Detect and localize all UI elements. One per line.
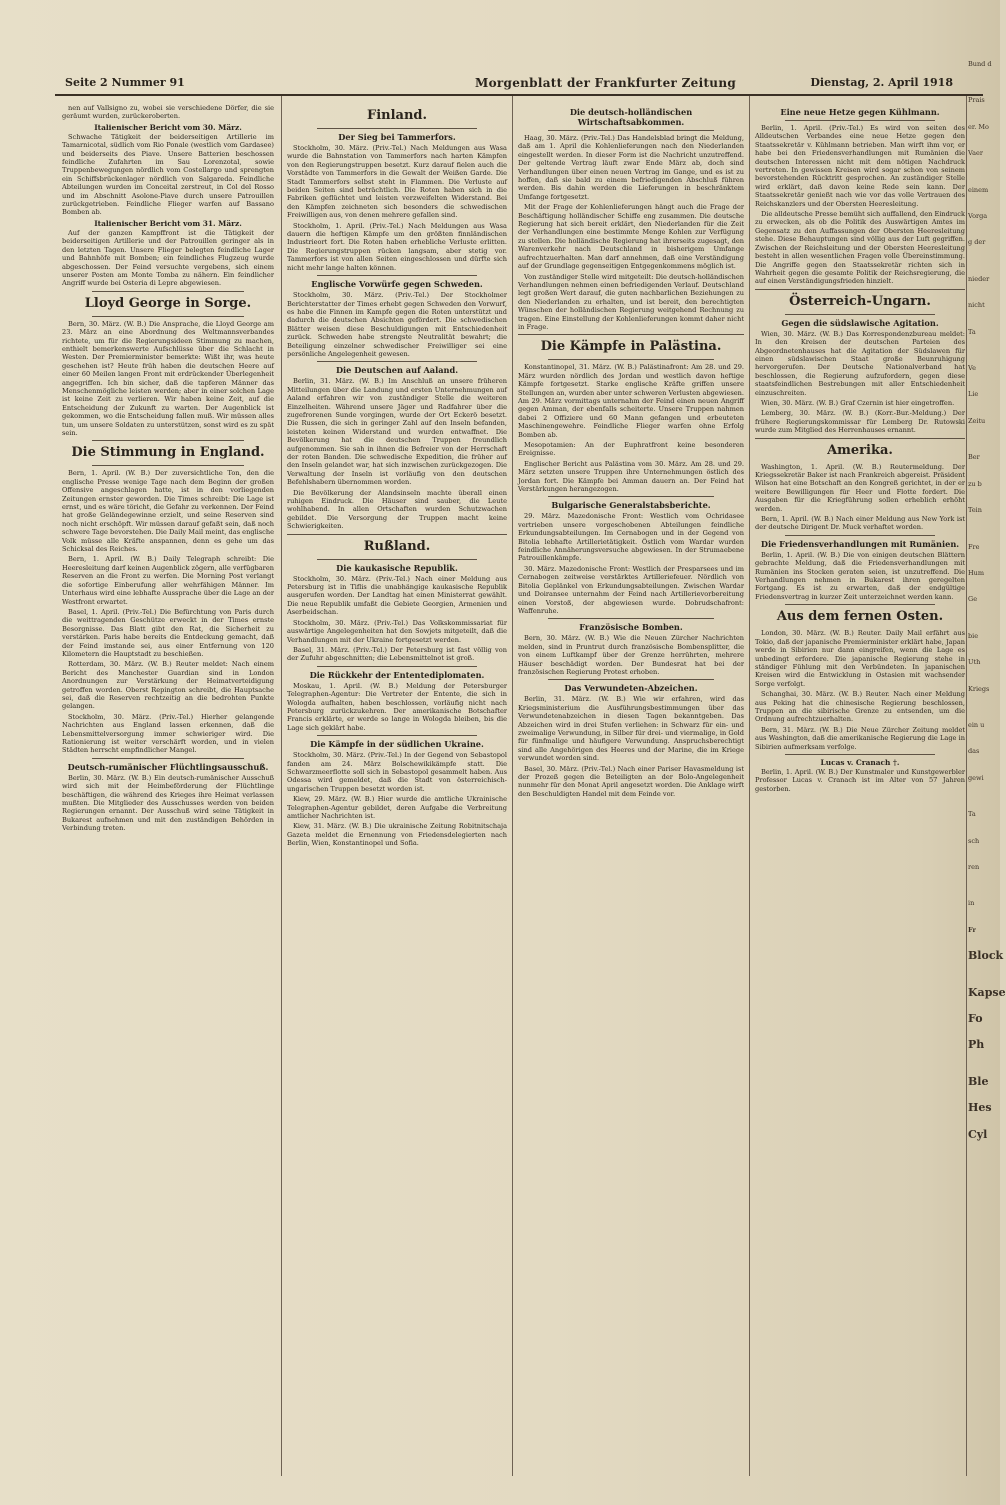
strip-fragment: g der	[968, 238, 986, 247]
article-text: Kiew, 31. März. (W. B.) Die ukrainische Zeitung Robitnitschaja Gazeta meldet die Ernennung von Friedensdelegierten nach Berlin, Wien, Konstantinopel und Sofia.	[287, 822, 507, 848]
strip-fragment: Ber	[968, 453, 980, 462]
column-4	[755, 104, 965, 1469]
divider	[92, 440, 244, 441]
column-1	[62, 104, 274, 1469]
divider	[317, 559, 477, 560]
divider	[755, 438, 965, 439]
headline-finland: Finland.	[366, 108, 428, 123]
headline-lloyd-george: Lloyd George in Sorge.	[84, 295, 252, 311]
column-3	[518, 104, 744, 1469]
divider	[92, 291, 244, 292]
article-text: Haag, 30. März. (Priv.-Tel.) Das Handelsblad bringt die Meldung, daß am 1. April die Kohlenlieferungen nach den Niederlanden eingestellt werden. In dieser Form ist die Nachricht unzutreffend. Der geltende Vertrag läuft zwar Ende März ab, doch sind Verhandlungen über einen neuen Vertrag im Gange, und es ist zu hoffen, daß sie bald zu einem befriedigenden Abschluß führen werden. Bis dahin werden die Lieferungen in beschränktem Umfange fortgesetzt.	[518, 134, 744, 201]
strip-fragment: sch	[968, 836, 980, 845]
article-text: nen auf Vallsigno zu, wobei sie verschiedene Dörfer, die sie geräumt wurden, zurückeroberten.	[62, 104, 274, 121]
headline-amerika: Amerika.	[827, 442, 893, 458]
divider	[548, 496, 714, 497]
adjacent-page-strip	[968, 60, 1006, 1505]
page-number: Seite 2 Nummer 91	[65, 76, 185, 89]
headline-suedslawische-agitation: Gegen die südslawische Agitation.	[781, 317, 939, 328]
strip-fragment: nieder	[968, 274, 990, 283]
strip-fragment: Prais	[968, 96, 985, 105]
strip-fragment: Ge	[968, 595, 978, 604]
article-text: 30. März. Mazedonische Front: Westlich der Presparsees und im Cernabogen zeitweise verstärktes Artilleriefeuer. Nördlich von Bitolia Geplänkel von Erkundungsabteilungen. Zwischen Wardar und Doiransee unternahm der Feind nach Artillerievorbereitung einen Vorstoß, der abgewiesen wurde. Dobrudschafront: Waffenruhe.	[518, 564, 744, 615]
divider	[92, 758, 244, 759]
newspaper-title: Morgenblatt der Frankfurter Zeitung	[475, 76, 737, 90]
divider	[317, 361, 477, 362]
article-text: Bern, 30. März. (W. B.) Wie die Neuen Zürcher Nachrichten melden, sind in Pruntrut durch französische Bombensplitter, die von einem Luftkampf über der Grenze herrührten, mehrere Häuser beschädigt worden. Der Bundesrat hat bei der französischen Regierung Protest erhoben.	[518, 634, 744, 676]
strip-fragment: Ta	[968, 810, 976, 819]
column-rule	[966, 96, 967, 1476]
strip-fragment: bie	[968, 631, 979, 640]
strip-fragment: Ph	[968, 1038, 985, 1052]
headline-diplomaten: Die Rückkehr der Ententediplomaten.	[309, 669, 485, 680]
headline-ukraine: Die Kämpfe in der südlichen Ukraine.	[310, 739, 484, 750]
issue-date: Dienstag, 2. April 1918	[810, 76, 953, 89]
article-text: Wien, 30. März. (W. B.) Das Korrespondenzbureau meldet: In den Kreisen der deutschen Parteien des Abgeordnetenhauses hat die Agitation der Südslawen für einen südslawischen Staat große Beunruhigung hervorgerufen. Der Deutsche Nationalverband hat beschlossen, die Regierung aufzufordern, gegen diese staatsfeindlichen Bestrebungen mit aller Entschiedenheit einzuschreiten.	[755, 329, 965, 397]
headline-fluechtlingsausschuss: Deutsch-rumänischer Flüchtlingsausschuß.	[67, 761, 269, 772]
headline-russland: Rußland.	[363, 538, 431, 554]
strip-fragment: Hum	[968, 568, 985, 577]
article-text: Mit der Frage der Kohlenlieferungen hängt auch die Frage der Beschäftigung holländischer Schiffe eng zusammen. Die deutsche Regierung hat sich bereit erklärt, den Niederlanden für die Zeit der Verhandlungen eine bestimmte Menge Kohlen zur Verfügung zu stellen. Die holländische Regierung hat ihrerseits zugesagt, den Warenverkehr nach Deutschland in bisherigem Umfange aufrechtzuerhalten. Man darf annehmen, daß eine Verständigung auf der Grundlage gegenseitigen Entgegenkommens möglich ist.	[518, 203, 744, 271]
strip-fragment: Zeitu	[968, 416, 986, 425]
divider	[317, 275, 477, 276]
divider	[317, 666, 477, 667]
article-text: Schwache Tätigkeit der beiderseitigen Artillerie im Tamarnicotal, südlich vom Rio Ponale (westlich vom Gardasee) und beiderseits des Piave. Unsere Batterien beschossen feindliche Zufahrten im Sau Lorenzotal, sowie Truppenbewegungen nördlich vom Costellargo und sprengten ein Schiffsbrückenlager nördlich von Salgareda. Feindliche Abteilungen wurden im Conceital zerstreut, in Col del Rosso und im Abschnitt Asolone-Piave durch unsere Patrouillen zurückgetrieben. Feindliche Flieger warfen auf Bassano Bomben ab.	[62, 132, 274, 217]
article-text: Basel, 31. März. (Priv.-Tel.) Der Petersburg ist fast völlig von der Zufuhr abgeschnitten; die Lebensmittelnot ist groß.	[287, 645, 507, 663]
article-text: Die Bevölkerung der Alandsinseln machte überall einen ruhigen Eindruck. Die Häuser sind sauber, die Leute wohlhabend. In allen Ortschaften wurden Schutzwachen gebildet. Die Versorgung der Truppen macht keine Schwierigkeiten.	[287, 488, 507, 531]
article-text: Rotterdam, 30. März. (W. B.) Reuter meldet: Nach einem Bericht des Manchester Guardian sind in London Anordnungen zur Verstärkung der Heimatverteidigung getroffen worden. Oberst Repington schreibt, die Hauptsache sei, daß die Reserven rechtzeitig an die bedrohten Punkte gelangen.	[62, 660, 274, 711]
headline-friedensverhandlungen: Die Friedensverhandlungen mit Rumänien.	[760, 538, 960, 549]
article-text: Wien, 30. März. (W. B.) Graf Czernin ist hier eingetroffen.	[761, 398, 955, 407]
divider	[785, 314, 935, 315]
divider	[92, 465, 244, 466]
article-text: Bern, 1. April. (W. B.) Nach einer Meldung aus New York ist der deutsche Dirigent Dr. Muck verhaftet worden.	[755, 515, 965, 532]
article-text: Stockholm, 30. März. (Priv.-Tel.) Der Stockholmer Berichterstatter der Times erhebt gegen Schweden den Vorwurf, es habe die Finnen im Kampfe gegen die Roten unterstützt und dadurch die deutschen Absichten gefördert. Die schwedischen Blätter weisen diese Beschuldigungen mit Entschiedenheit zurück. Schweden habe strengste Neutralität bewahrt; die Beteiligung einzelner schwedischer Freiwilliger sei eine persönliche Angelegenheit gewesen.	[287, 291, 507, 358]
divider	[518, 334, 744, 335]
article-text: Die alldeutsche Presse bemüht sich auffallend, den Eindruck zu erwecken, als ob die Politik des Auswärtigen Amtes im Gegensatz zu den Auffassungen der Obersten Heeresleitung stehe. Diese Behauptungen sind völlig aus der Luft gegriffen. Zwischen der Reichsleitung und der Obersten Heeresleitung besteht in allen wesentlichen Fragen volle Übereinstimmung. Die Angriffe gegen den Staatssekretär richten sich in Wahrheit gegen die gesamte Politik der Reichsregierung, die auf einen Verständigungsfrieden hinzielt.	[755, 210, 965, 286]
divider	[548, 618, 714, 619]
headline-verwundeten-abzeichen: Das Verwundeten-Abzeichen.	[564, 683, 698, 694]
headline-wirtschaftsabkommen: Die deutsch-holländischen Wirtschaftsabkommen.	[569, 107, 693, 127]
headline-kaukasus: Die kaukasische Republik.	[336, 562, 458, 573]
divider	[785, 535, 935, 536]
strip-fragment: Kriegs	[968, 684, 990, 693]
strip-fragment: Kapse	[968, 985, 1006, 999]
strip-fragment: Fo	[968, 1012, 983, 1025]
strip-fragment: in	[968, 899, 975, 908]
headline-oesterreich-ungarn: Österreich-Ungarn.	[789, 293, 931, 309]
article-text: Englischer Bericht aus Palästina vom 30. März. Am 28. und 29. März setzten unsere Truppen ihre Unternehmungen östlich des Jordan fort. Die Kämpfe bei Amman dauern an. Der Feind hat Verstärkungen herangezogen.	[518, 459, 744, 494]
strip-fragment: Ta	[968, 327, 976, 336]
page-header	[55, 74, 983, 96]
headline-franzoesische-bomben: Französische Bomben.	[579, 622, 683, 633]
article-text: Basel, 30. März. (Priv.-Tel.) Nach einer Pariser Havasmeldung ist der Prozeß gegen die Beteiligten an der Bolo-Angelegenheit nunmehr für den Monat April angesetzt worden. Die Anklage wirft den Beschuldigten Handel mit dem Feinde vor.	[518, 764, 744, 798]
strip-fragment: einem	[968, 185, 989, 194]
strip-fragment: Bund d	[968, 60, 992, 68]
article-subheading: Italienischer Bericht vom 31. März.	[94, 218, 242, 228]
strip-fragment: Fr	[968, 925, 976, 934]
divider	[785, 120, 935, 121]
divider	[785, 754, 935, 755]
article-text: Stockholm, 30. März. (Priv.-Tel.) Nach einer Meldung aus Petersburg ist in Tiflis die unabhängige kaukasische Republik ausgerufen worden. Der Landtag hat einen Ministerrat gewählt. Die neue Republik umfaßt die Gebiete Georgien, Armenien und Aserbeidschan.	[287, 574, 507, 617]
article-text: Berlin, 31. März. (W. B.) Wie wir erfahren, wird das Kriegsministerium die Ausführungsbestimmungen über das Verwundetenabzeichen in diesen Tagen bekanntgeben. Das Abzeichen wird in drei Stufen verliehen: in Schwarz für ein- und zweimalige Verwundung, in Silber für drei- und viermalige, in Gold für fünfmalige und häufigere Verwundung. Anspruchsberechtigt sind alle Angehörigen des Heeres und der Marine, die im Kriege verwundet worden sind.	[518, 695, 744, 763]
article-text: Basel, 1. April. (Priv.-Tel.) Die Befürchtung von Paris durch die weittragenden Geschütze erweckt in der Times ernste Besorgnisse. Das Blatt gibt den Rat, die Sicherheit zu verstärken. Paris habe bereits die Entdeckung gemacht, daß der Feind imstande sei, aus einer Entfernung von 120 Kilometern die Hauptstadt zu beschießen.	[62, 607, 274, 658]
strip-fragment: Tein	[968, 506, 982, 515]
column-2	[287, 104, 507, 1469]
strip-fragment: Block	[968, 949, 1004, 963]
headline-stimmung-england: Die Stimmung in England.	[71, 445, 265, 461]
headline-palaestina: Die Kämpfe in Palästina.	[540, 339, 722, 355]
article-text: Bern, 30. März. (W. B.) Die Ansprache, die Lloyd George am 23. März an eine Abordnung des Weltmannsverbandes richtete, um für die Regierungsideen Stimmung zu machen, enthielt bemerkenswerte Aufschlüsse über die Schlacht in Westen. Der Premierminister bemerkte: Wißt ihr, was heute geschehen ist? Heute früh haben die deutschen Heere auf einer 60 Meilen langen Front mit erdrückender Überlegenheit angegriffen. Ich bin sicher, daß die tapferen Männer das Menschenmögliche leisten werden; aber in einer solchen Lage ist keine Zeit zu verlieren. Wir haben keine Zeit, auf die Entscheidung der Zukunft zu warten. Der Augenblick ist gekommen, wo die Entscheidung fallen muß. Wir müssen alles tun, um unsere Soldaten zu unterstützen, sonst wird es zu spät sein.	[62, 319, 274, 437]
article-text: Schanghai, 30. März. (W. B.) Reuter. Nach einer Meldung aus Peking hat die chinesische Regierung beschlossen, Truppen an die sibirische Grenze zu entsenden, um die Ordnung aufrechtzuerhalten.	[755, 690, 965, 724]
divider	[785, 604, 935, 605]
strip-fragment: zu b	[968, 479, 982, 488]
article-text: Berlin, 30. März. (W. B.) Ein deutsch-rumänischer Ausschuß wird sich mit der Heimbeförderung der Flüchtlinge beschäftigen, die während des Krieges ihre Heimat verlassen mußten. Die Mitglieder des Ausschusses werden von beiden Regierungen ernannt. Der Ausschuß wird seine Tätigkeit in Bukarest aufnehmen und mit den zuständigen Behörden in Verbindung treten.	[62, 773, 274, 833]
strip-fragment: Uth	[968, 658, 981, 667]
article-text: Stockholm, 30. März. (Priv.-Tel.) Nach Meldungen aus Wasa wurde die Bahnstation von Tammerfors nach harten Kämpfen von den Regierungstruppen besetzt. Kurz darauf fielen auch die Vorstädte von Tammerfors in die Gewalt der Weißen Garde. Die Stadt Tammerfors selbst steht in Flammen. Die Verluste auf beiden Seiten sind beträchtlich. Die Roten haben sich in die Fabriken geflüchtet und leisten verzweifelten Widerstand. Bei den Kämpfen zeichneten sich besonders die schwedischen Freiwilligen aus, von denen mehrere gefallen sind.	[287, 144, 507, 220]
strip-fragment: das	[968, 747, 980, 756]
strip-fragment: ren	[968, 862, 980, 871]
article-text: Berlin, 1. April. (W. B.) Die von einigen deutschen Blättern gebrachte Meldung, daß die Friedensverhandlungen mit Rumänien ins Stocken geraten seien, ist unzutreffend. Die Verhandlungen nehmen in Bukarest ihren geregelten Fortgang. Es ist zu erwarten, daß der endgültige Friedensvertrag in kurzer Zeit unterzeichnet werden kann.	[755, 550, 965, 601]
article-subheading: Italienischer Bericht vom 30. März.	[94, 122, 242, 132]
article-text: Bern, 31. März. (W. B.) Die Neue Zürcher Zeitung meldet aus Washington, daß die amerikanische Regierung die Lage in Sibirien aufmerksam verfolge.	[755, 725, 965, 751]
article-text: Bern, 1. April. (W. B.) Daily Telegraph schreibt: Die Heeresleitung darf keinen Augenblick zögern, alle verfügbaren Reserven an die Front zu werfen. Die Morning Post verlangt die sofortige Einberufung aller wehrfähigen Männer. Im Unterhaus wird eine lebhafte Aussprache über die Lage an der Westfront erwartet.	[62, 555, 274, 606]
strip-fragment: Ve	[968, 364, 976, 373]
headline-bulgarische-berichte: Bulgarische Generalstabsberichte.	[551, 500, 711, 511]
strip-fragment: er. Mo	[968, 122, 989, 131]
article-text: Moskau, 1. April. (W. B.) Meldung der Petersburger Telegraphen-Agentur: Die Vertreter der Entente, die sich in Wologda aufhalten, haben beschlossen, vorläufig nicht nach Petersburg zurückzukehren. Der amerikanische Botschafter Francis erklärte, er werde so lange in Wologda bleiben, bis die Lage sich geklärt habe.	[287, 681, 507, 732]
strip-fragment: Fre	[968, 542, 980, 551]
article-text: London, 30. März. (W. B.) Reuter. Daily Mail erfährt aus Tokio, daß der japanische Premierminister erklärt habe, Japan werde in Sibirien nur dann eingreifen, wenn die Lage es unbedingt erfordere. Die japanische Regierung stehe in ständiger Fühlung mit den Verbündeten. In japanischen Kreisen wird die Entwicklung in Ostasien mit wachsender Sorge verfolgt.	[755, 629, 965, 688]
strip-fragment: Cyl	[968, 1127, 988, 1141]
article-text: Stockholm, 30. März. (Priv.-Tel.) In der Gegend von Sebastopol fanden am 24. März Bolschewikikämpfe statt. Die Schwarzmeerflotte soll sich in Sebastopol gesammelt haben. Aus Odessa wird gemeldet, daß die Stadt von österreichisch-ungarischen Truppen besetzt worden ist.	[287, 751, 507, 793]
headline-hetze-kuehlmann: Eine neue Hetze gegen Kühlmann.	[780, 107, 940, 117]
column-rule	[749, 96, 750, 1476]
divider	[92, 316, 244, 317]
divider	[548, 359, 714, 360]
article-text: Kiew, 29. März. (W. B.) Hier wurde die amtliche Ukrainische Telegraphen-Agentur gebildet, deren Aufgabe die Verbreitung amtlicher Nachrichten ist.	[287, 795, 507, 820]
divider	[287, 534, 507, 535]
strip-fragment: Ble	[968, 1074, 989, 1088]
article-text: Bern, 1. April. (W. B.) Der zuversichtliche Ton, den die englische Presse wenige Tage nach dem Beginn der großen Offensive angeschlagen hatte, ist in den vorliegenden Zeitungen ernster geworden. Die Times schreibt: Die Lage ist ernst, und es wäre töricht, die Gefahr zu verkennen. Der Feind hat große Geländegewinne erzielt, und seine Reserven sind noch nicht erschöpft. Wir müssen darauf gefaßt sein, daß noch schwere Tage bevorstehen. Die Daily Mail meint, das englische Volk müsse alle Kräfte anspannen, denn es gehe um das Schicksal des Reiches.	[62, 469, 274, 554]
article-text: Konstantinopel, 31. März. (W. B.) Palästinafront: Am 28. und 29. März wurden nördlich des Jordan und westlich davon heftige Kämpfe fortgesetzt. Starke englische Kräfte griffen unsere Stellungen an, wurden aber unter schweren Verlusten abgewiesen. Am 29. März vormittags unternahm der Feind einen neuen Angriff gegen Amman, der ebenfalls scheiterte. Unsere Truppen nahmen dabei 2 Offiziere und 60 Mann gefangen und erbeuteten Maschinengewehre. Feindliche Flieger warfen ohne Erfolg Bomben ab.	[518, 363, 744, 439]
article-text: Berlin, 1. April. (Priv.-Tel.) Es wird von seiten des Alldeutschen Verbandes eine neue Hetze gegen den Staatssekretär v. Kühlmann betrieben. Man wirft ihm vor, er habe bei den Friedensverhandlungen mit Rumänien die deutschen Interessen nicht mit dem nötigen Nachdruck vertreten. In gewissen Kreisen wird sogar schon von seinem bevorstehenden Rücktritt gesprochen. An zuständiger Stelle wird erklärt, daß davon keine Rede sein kann. Der Staatssekretär genießt nach wie vor das volle Vertrauen des Reichskanzlers und der Obersten Heeresleitung.	[755, 124, 965, 208]
article-text: 29. März. Mazedonische Front: Westlich vom Ochridasee vertrieben unsere vorgeschobenen Abteilungen feindliche Erkundungsabteilungen. Im Cernabogen und in der Gegend von Bitolia lebhafte Artillerietätigkeit. Östlich vom Wardar wurden feindliche Annäherungsversuche abgewiesen. In der Strumaebene Patrouillenkämpfe.	[518, 512, 744, 563]
article-text: Stockholm, 30. März. (Priv.-Tel.) Das Volkskommissariat für auswärtige Angelegenheiten hat den Sowjets mitgeteilt, daß die Verhandlungen mit der Ukraine fortgesetzt werden.	[287, 618, 507, 644]
article-text: Von zuständiger Stelle wird mitgeteilt: Die deutsch-holländischen Verhandlungen nehmen einen befriedigenden Verlauf. Deutschland legt großen Wert darauf, die guten nachbarlichen Beziehungen zu den Niederlanden zu erhalten, und ist bereit, den berechtigten Wünschen der holländischen Regierung weitgehend Rechnung zu tragen. Eine Einstellung der Kohlenlieferungen kommt daher nicht in Frage.	[518, 272, 744, 331]
article-text: Lemberg, 30. März. (W. B.) (Korr.-Bur.-Meldung.) Der frühere Regierungskommissar für Lemberg Dr. Rutowski wurde zum Mitglied des Herrenhauses ernannt.	[755, 409, 965, 435]
strip-fragment: Hes	[968, 1101, 992, 1115]
article-text: Auf der ganzen Kampffront ist die Tätigkeit der beiderseitigen Artillerie und der Patrouillen geringer als in den letzten Tagen. Unsere Flieger belegten feindliche Lager und Bahnhöfe mit Bomben; ein feindliches Flugzeug wurde abgeschossen. Der Feind versuchte vergebens, sich einem unserer Posten am Monte Tomba zu nähern. Ein feindlicher Angriff wurde bei Osteria di Lepre abgewiesen.	[62, 228, 274, 288]
article-text: Berlin, 1. April. (W. B.) Der Kunstmaler und Kunstgewerbler Professor Lucas v. Cranach ist im Alter von 57 Jahren gestorben.	[755, 767, 965, 793]
divider	[755, 289, 965, 290]
divider	[317, 128, 477, 129]
divider	[548, 130, 714, 131]
article-text: Mesopotamien: An der Euphratfront keine besonderen Ereignisse.	[518, 441, 744, 458]
headline-aaland: Die Deutschen auf Aaland.	[335, 365, 459, 376]
strip-fragment: Lie	[968, 390, 979, 399]
strip-fragment: ein u	[968, 720, 985, 729]
article-text: Washington, 1. April. (W. B.) Reutermeldung. Der Kriegssekretär Baker ist nach Frankreich abgereist. Präsident Wilson hat eine Botschaft an den Kongreß gerichtet, in der er weitere Bewilligungen für Heer und Flotte fordert. Die Ausgaben für die Kriegführung sollen erheblich erhöht werden.	[755, 462, 965, 513]
article-text: Stockholm, 1. April. (Priv.-Tel.) Nach Meldungen aus Wasa dauern die heftigen Kämpfe um den größten finnländischen Industrieort fort. Die Roten haben erhebliche Verluste erlitten. Die Regierungstruppen rücken langsam, aber stetig vor. Tammerfors ist von allen Seiten eingeschlossen und dürfte sich nicht mehr lange halten können.	[287, 221, 507, 272]
headline-vorwuerfe: Englische Vorwürfe gegen Schweden.	[311, 279, 483, 290]
divider	[548, 679, 714, 680]
headline-obituary: Lucas v. Cranach †.	[820, 757, 900, 767]
column-rule	[281, 96, 282, 1476]
article-text: Berlin, 31. März. (W. B.) Im Anschluß an unsere früheren Mitteilungen über die Landung und ersten Unternehmungen auf Aaland erfahren wir von zuständiger Stelle die weiteren Einzelheiten. Während unsere Jäger und Radfahrer über die zugefrorenen Sunde vorgingen, wurde der Ort Eckerö besetzt. Die Russen, die sich in geringer Zahl auf den Inseln befanden, leisteten keinen Widerstand und wurden entwaffnet. Die Bevölkerung hat die deutschen Truppen freundlich aufgenommen. Sie sah in ihnen die Befreier von der Herrschaft der roten Banden. Die schwedische Expedition, die früher auf den Inseln gelandet war, hat sich inzwischen zurückgezogen. Die Verwaltung der Inseln ist vorläufig von den deutschen Befehlshabern übernommen worden.	[287, 377, 507, 487]
strip-fragment: Vaer	[968, 149, 983, 158]
headline-ferner-osten: Aus dem fernen Osten.	[776, 609, 944, 625]
strip-fragment: gewi	[968, 773, 984, 782]
strip-fragment: Vorga	[968, 212, 988, 221]
headline-tammerfors: Der Sieg bei Tammerfors.	[338, 132, 456, 142]
column-rule	[512, 96, 513, 1476]
divider	[317, 735, 477, 736]
article-text: Stockholm, 30. März. (Priv.-Tel.) Hierher gelangende Nachrichten aus England lassen erkennen, daß die Lebensmittelversorgung immer schwieriger wird. Die Rationierung ist weiter verschärft worden, und in vielen Städten herrscht empfindlicher Mangel.	[62, 712, 274, 755]
strip-fragment: nicht	[968, 301, 985, 310]
